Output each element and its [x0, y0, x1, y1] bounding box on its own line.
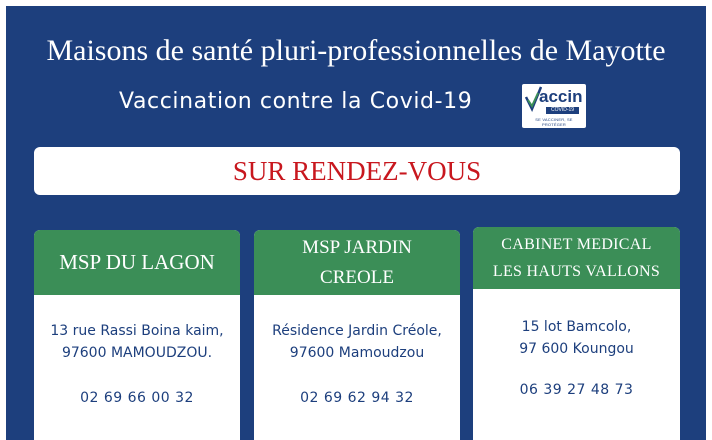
card-name-line: MSP JARDIN [302, 236, 412, 258]
vaccin-logo [522, 84, 586, 128]
appointment-banner: SUR RENDEZ-VOUS [34, 147, 680, 195]
card-name: MSP DU LAGON [59, 250, 215, 274]
poster [6, 6, 706, 440]
card-msp-jardin-creole [254, 230, 460, 440]
card-name-line: CREOLE [320, 266, 394, 288]
card-address [473, 316, 680, 360]
address-line: Résidence Jardin Créole, [272, 323, 442, 339]
page-subtitle: Vaccination contre la Covid-19 [119, 89, 473, 114]
card-address [254, 320, 460, 364]
card-header [254, 230, 460, 295]
address-line: 97600 MAMOUDZOU. [61, 345, 213, 361]
card-msp-du-lagon [34, 230, 240, 440]
card-header [34, 230, 240, 295]
logo-word: accin [539, 87, 583, 106]
card-cabinet-medical [473, 227, 680, 440]
card-name-line: LES HAUTS VALLONS [492, 263, 661, 280]
page-title: Maisons de santé pluri-professionnelles de Mayotte [46, 34, 666, 67]
logo-badge: COVID-19 [546, 107, 579, 114]
address-line: 97 600 Koungou [519, 341, 634, 357]
card-phone: 06 39 27 48 73 [519, 382, 634, 398]
card-phone: 02 69 66 00 32 [80, 390, 194, 406]
card-header [473, 227, 680, 289]
card-phone: 02 69 62 94 32 [300, 390, 414, 406]
address-line: 15 lot Bamcolo, [521, 319, 632, 335]
card-name-line: CABINET MEDICAL [501, 236, 652, 253]
card-address [34, 320, 240, 364]
address-line: 13 rue Rassi Boina kaim, [50, 323, 224, 339]
logo-slogan: SE VACCINER, SE PROTÉGER [535, 117, 573, 127]
address-line: 97600 Mamoudzou [289, 345, 425, 361]
